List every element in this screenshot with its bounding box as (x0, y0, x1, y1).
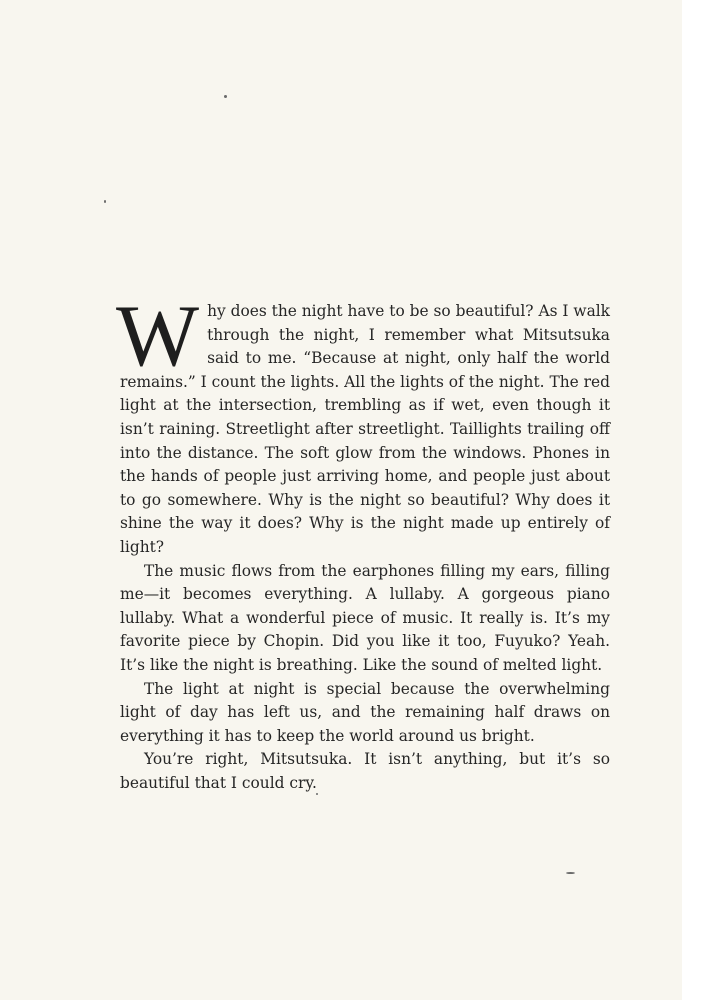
paragraph-4: You’re right, Mitsutsuka. It isn’t anything, but it’s so beautiful that I could cry. (120, 750, 610, 792)
print-speck (224, 95, 227, 98)
drop-cap: W (116, 288, 200, 385)
paragraph-1 (116, 288, 610, 560)
body-text (116, 288, 610, 795)
paragraph-1-text: hy does the night have to be so beautiful? As I walk through the night, I remember what Mitsutsuka said to me. “Because at night, only half the world remains.” I count the lights. All the lights of the night. The red light at the intersection, trembling as if wet, even though it isn’t raining. Streetlight after streetlight. Taillights trailing off into the distance. The soft glow from the windows. Phones in the hands of people just arriving home, and people just about to go somewhere. Why is the night so beautiful? Why does it shine the way it does? Why is the night made up entirely of light? (120, 302, 610, 556)
scan-border (682, 0, 728, 1000)
print-speck (566, 872, 575, 874)
print-speck (104, 200, 106, 203)
paragraph-3: The light at night is special because the overwhelming light of day has left us, and the remaining half draws on everything it has to keep the world around us bright. (120, 679, 610, 745)
paragraph-2: The music flows from the earphones filling my ears, filling me—it becomes everything. A lullaby. A gorgeous piano lullaby. What a wonderful piece of music. It really is. It’s my favorite piece by Chopin. Did you like it too, Fuyuko? Yeah. It’s like the night is breathing. Like the sound of melted light. (120, 561, 610, 674)
